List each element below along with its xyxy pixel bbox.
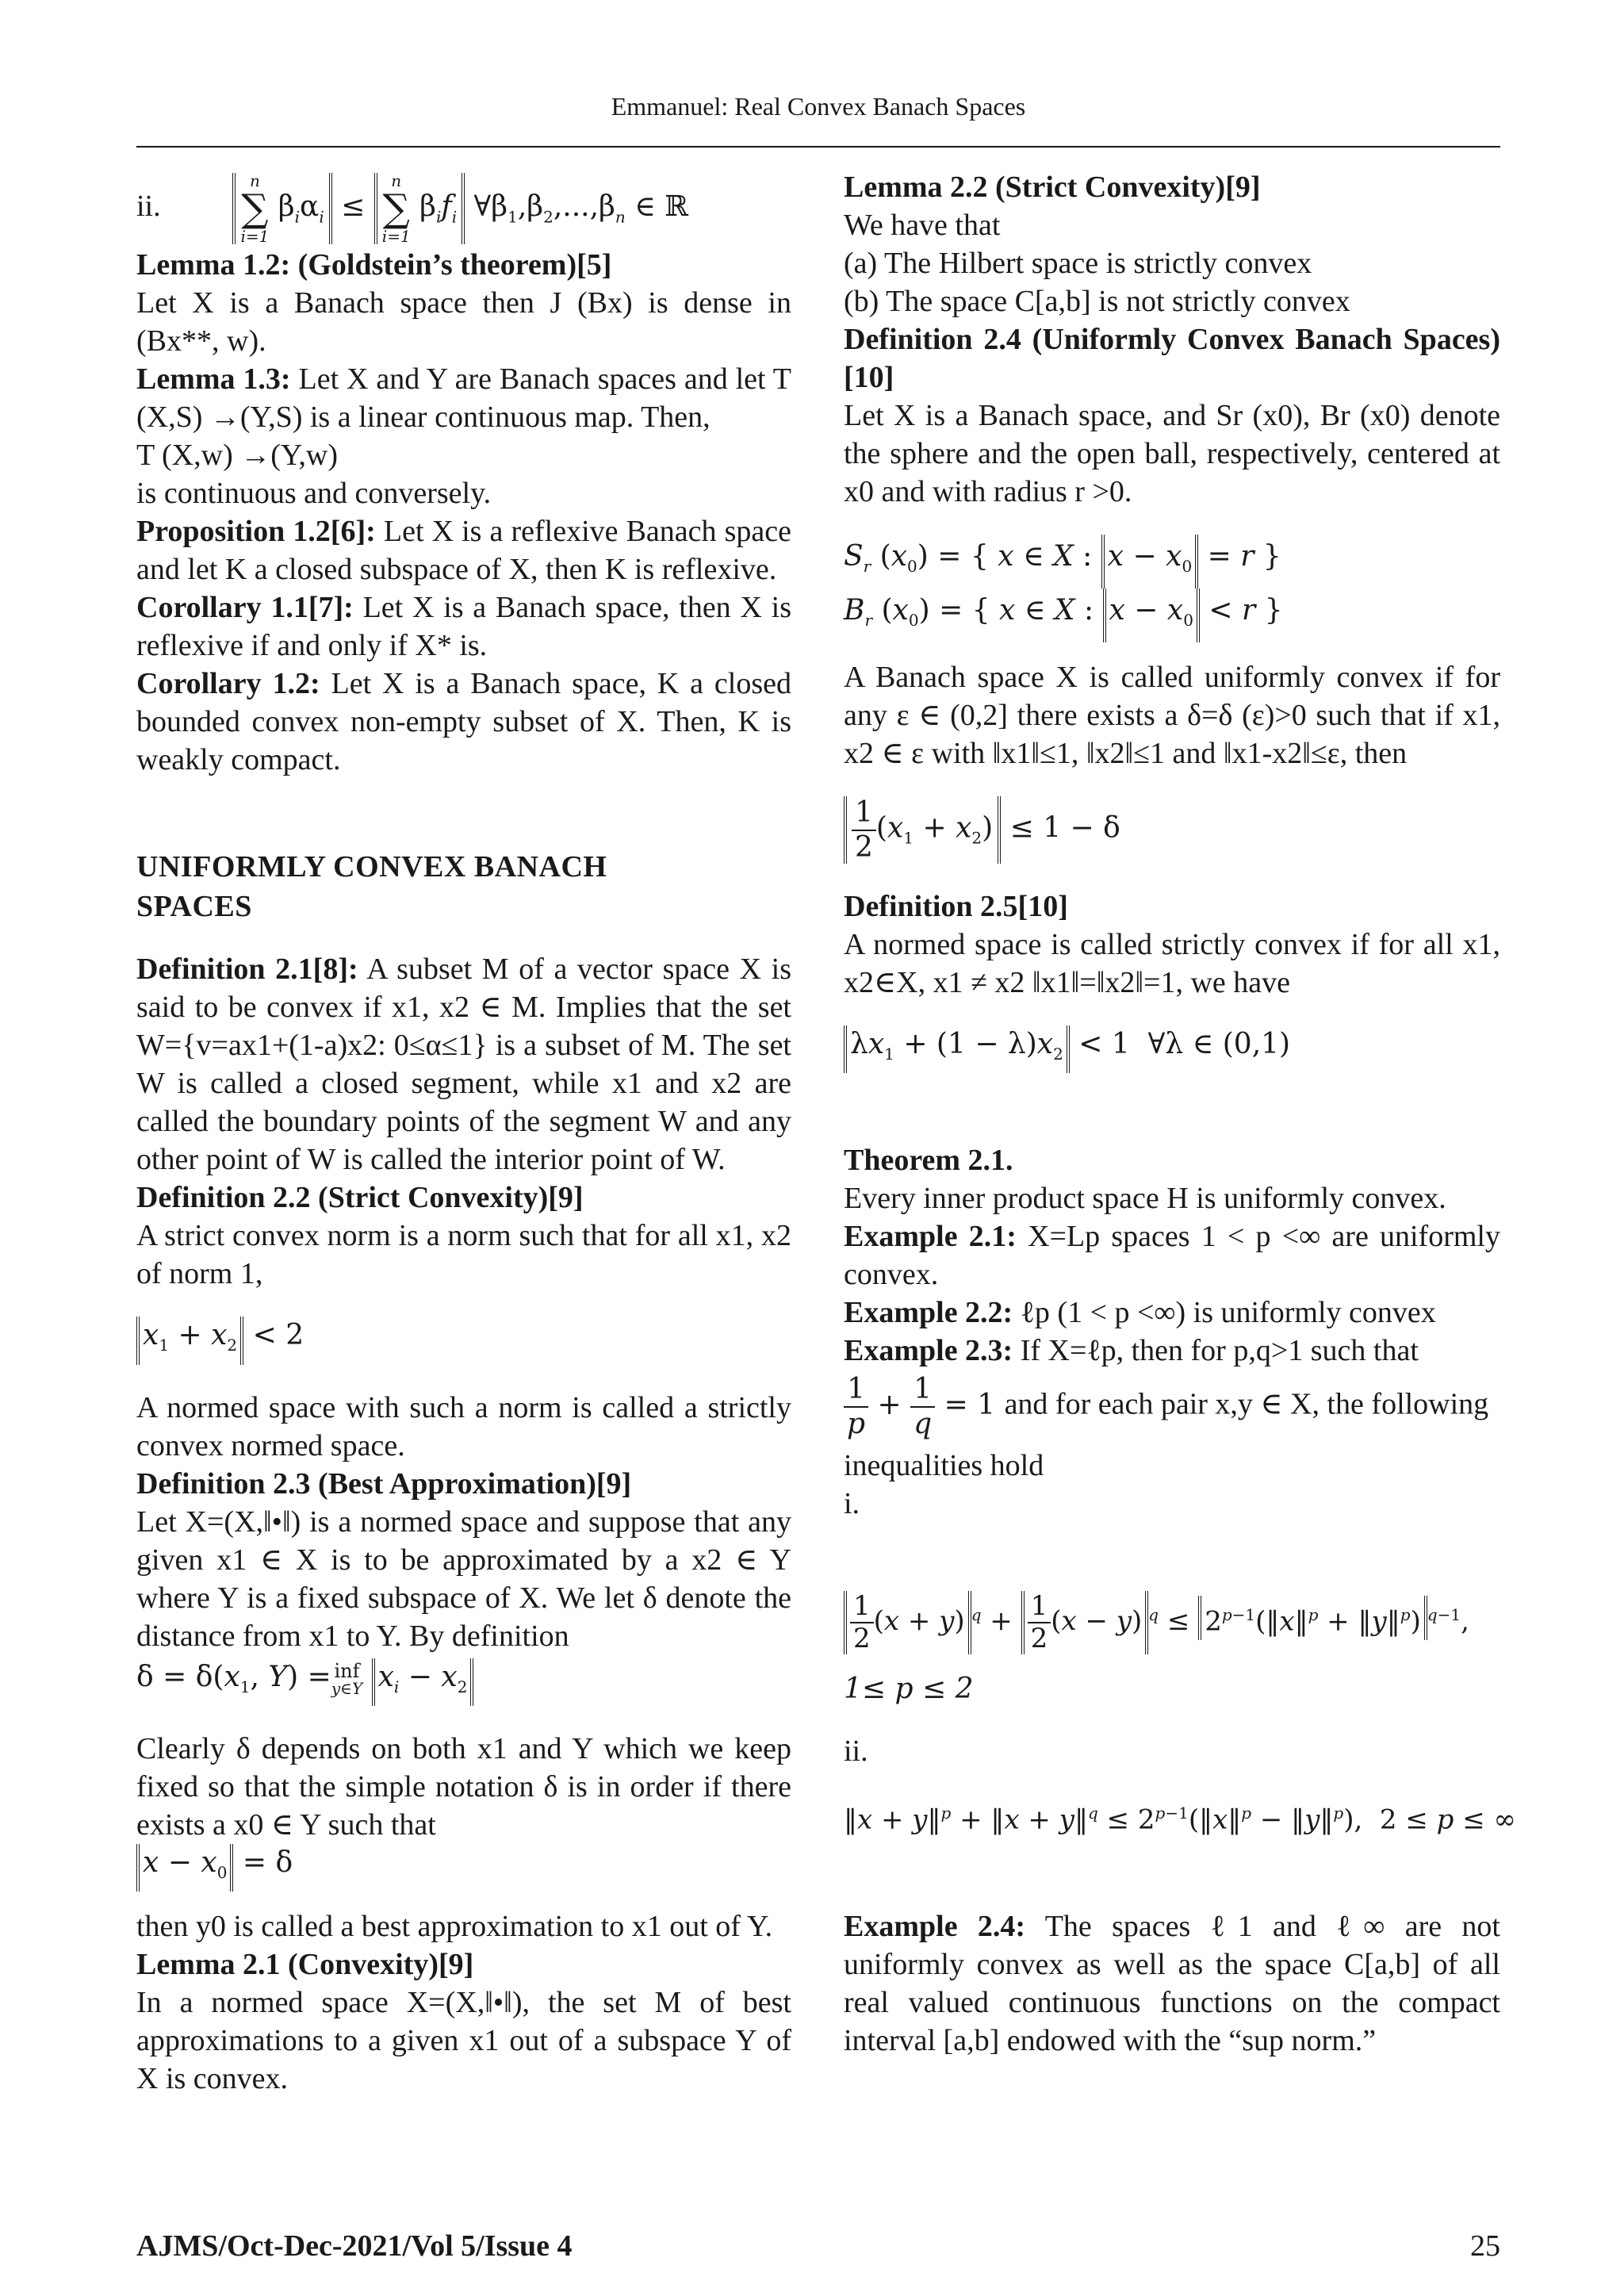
lemma-1-2-title: Lemma 1.2: (Goldstein’s theorem)[5]	[136, 248, 612, 282]
example-2-2-title: Example 2.2:	[844, 1296, 1013, 1330]
left-column	[136, 168, 791, 2098]
definition-2-4-title: Definition 2.4 (Uniformly Convex Banach Spaces)[10]	[844, 323, 1500, 394]
definition-2-3-title: Definition 2.3 (Best Approximation)[9]	[136, 1466, 632, 1501]
definition-2-3-text: Let X=(X,‖•‖) is a normed space and suppose that any given x1 ∈ X is to be approximated by a x2 ∈ Y where Y is a fixed subspace of X. We let δ denote the distance from x1 to Y. By definition	[136, 1504, 791, 1653]
lemma-1-3-line3: is continuous and conversely.	[136, 477, 492, 511]
lemma-2-2	[844, 168, 1500, 320]
definition-2-4	[844, 320, 1500, 511]
equation-clarkson-1-condition: 1≤ p ≤ 2	[844, 1673, 974, 1706]
corollary-1-1-text: Let X is a Banach space, then X is reflexive if and only if X* is.	[136, 591, 791, 663]
lemma-2-1-text: In a normed space X=(X,‖•‖), the set M of best approximations to a given x1 out of a subspace Y of X is convex.	[136, 1985, 791, 2095]
lemma-2-2-intro: We have that	[844, 209, 1001, 242]
definition-2-2	[136, 1179, 791, 1293]
definition-2-3-after: Clearly δ depends on both x1 and Y which we keep fixed so that the simple notation δ is in order if there exists a x0 ∈ Y such that	[136, 1731, 791, 1842]
footer-journal: AJMS/Oct-Dec-2021/Vol 5/Issue 4	[136, 2229, 573, 2263]
definition-2-2-title: Definition 2.2 (Strict Convexity)[9]	[136, 1181, 584, 1215]
equation-conjugate: $\frac{1}{p}$ + $\frac{1}{q}$ = 1	[844, 1389, 1005, 1421]
equation-ball: $B_r$ $(x_0)$ = { x ∈ X : $x - x_0 < r$ }	[844, 588, 1500, 642]
equation-distance: $\delta = \delta(x_1$, Y) = inf y∈Y $x_i - x_2$	[136, 1658, 791, 1706]
example-2-4-title: Example 2.4:	[844, 1909, 1026, 1943]
definition-2-3-then: then y0 is called a best approximation to x1 out of Y.	[136, 1909, 773, 1943]
header-rule	[136, 146, 1500, 148]
footer-page-number: 25	[1470, 2229, 1500, 2263]
lemma-1-3-title: Lemma 1.3:	[136, 362, 291, 397]
definition-2-2-after: A normed space with such a norm is called a strictly convex normed space.	[136, 1390, 791, 1462]
definition-2-1	[136, 950, 791, 1179]
equation-clarkson-1: $\frac{1}{2}$ $(x + y)^q$ + $\frac{1}{2}$ $(x - y)^q$ ≤ $2^{p-1}(‖x‖^p$ + ‖y‖$^p$)$^{q-1}$,	[844, 1591, 1500, 1654]
definition-2-2-text: A strict convex norm is a norm such that for all x1, x2 of norm 1,	[136, 1219, 791, 1291]
equation-best-approx: $x - x_0 = \delta$	[136, 1844, 791, 1892]
equation-norm-sum: ii. n ∑ i=1 $\beta_i\alpha_i$ ≤ n ∑ i=1 $\beta_if_i$ $\forall\beta_1,\beta_2,...,\beta_n$ ∈ ℝ	[136, 171, 689, 247]
lemma-1-2	[136, 246, 791, 360]
definition-2-5-text: A normed space is called strictly convex if for all x1, x2∈X, x1 ≠ x2 ‖x1‖=‖x2‖=1, we have	[844, 928, 1500, 1000]
equation-strict-lambda: $\lambda x_1 + (1 - \lambda)x_2 < 1$ ∀λ ∈ (0,1)	[844, 1025, 1500, 1073]
lemma-1-3	[136, 360, 791, 436]
example-2-3-condition	[844, 1373, 1500, 1440]
right-column	[844, 168, 1516, 2060]
corollary-1-2-text: Let X is a Banach space, K a closed bounded convex non-empty subset of X. Then, K is weakly compact.	[136, 667, 791, 777]
definition-2-1-title: Definition 2.1[8]:	[136, 953, 358, 987]
section-heading-line-1: UNIFORMLY CONVEX BANACH	[136, 850, 607, 884]
example-2-3-title: Example 2.3:	[844, 1334, 1013, 1368]
lemma-1-3-line2: T (X,w) →(Y,w)	[136, 439, 339, 473]
item-ii-right-label: ii.	[844, 1734, 868, 1769]
corollary-1-1	[136, 588, 791, 665]
theorem-2-1	[844, 1141, 1500, 1217]
equation-sphere: $S_r$ $(x_0)$ = { x ∈ X : $x - x_0 = r$ }	[844, 535, 1500, 588]
definition-2-3	[136, 1465, 791, 1655]
section-heading-line-2: SPACES	[136, 890, 252, 924]
item-ii-label: ii.	[136, 190, 161, 224]
example-2-1-text: X=Lp spaces 1 < p <∞ are uniformly convex.	[844, 1220, 1500, 1292]
lemma-2-2-b: (b) The space C[a,b] is not strictly convex	[844, 285, 1350, 318]
example-2-3	[844, 1332, 1500, 1370]
lemma-2-1-title: Lemma 2.1 (Convexity)[9]	[136, 1947, 474, 1981]
lemma-2-2-a: (a) The Hilbert space is strictly convex	[844, 247, 1312, 280]
example-2-1-title: Example 2.1:	[844, 1220, 1017, 1254]
example-2-3-text-3: inequalities hold	[844, 1449, 1044, 1483]
definition-2-1-text: A subset M of a vector space X is said to be convex if x1, x2 ∈ M. Implies that the set W={v=ax1+(1-a)x2: 0≤α≤1} is a subset of M. The set W is called a closed segment, while x1 and x2 are called the boundary points of the segment W and any other point of W is called the interior point of W.	[136, 953, 792, 1177]
lemma-1-2-text: Let X is a Banach space then J (Bx) is dense in (Bx**, w).	[136, 286, 791, 358]
lemma-2-2-title: Lemma 2.2 (Strict Convexity)[9]	[844, 171, 1261, 204]
proposition-1-2-text: Let X is a reflexive Banach space and let K a closed subspace of X, then K is reflexive.	[136, 515, 791, 587]
definition-2-4-text: Let X is a Banach space, and Sr (x0), Br (x0) denote the sphere and the open ball, respectively, centered at x0 and with radius r >0.	[844, 399, 1500, 508]
example-2-2-text: ℓp (1 < p <∞) is uniformly convex	[1020, 1296, 1436, 1330]
corollary-1-2-title: Corollary 1.2:	[136, 667, 320, 701]
definition-2-5	[844, 887, 1500, 1002]
definition-2-4-after: A Banach space X is called uniformly convex if for any ε ∈ (0,2] there exists a δ=δ (ε)>0 such that if x1, x2 ∈ ε with ‖x1‖≤1, ‖x2‖≤1 and ‖x1-x2‖≤ε, then	[844, 661, 1500, 771]
lemma-1-3-text: Let X and Y are Banach spaces and let T (X,S) →(Y,S) is a linear continuous map. Then,	[136, 362, 791, 435]
equation-strict-norm: $x_1 + x_2 < 2$	[136, 1317, 791, 1364]
proposition-1-2-title: Proposition 1.2[6]:	[136, 515, 376, 549]
proposition-1-2	[136, 512, 791, 588]
corollary-1-1-title: Corollary 1.1[7]:	[136, 591, 354, 625]
running-head: Emmanuel: Real Convex Banach Spaces	[611, 92, 1026, 121]
example-2-3-text: If X=ℓp, then for p,q>1 such that	[1020, 1334, 1419, 1368]
theorem-2-1-text: Every inner product space H is uniformly convex.	[844, 1182, 1446, 1216]
example-2-4-text: The spaces ℓ1 and ℓ∞ are not uniformly convex as well as the space C[a,b] of all real valued continuous functions on the compact interval [a,b] endowed with the “sup norm.”	[844, 1909, 1500, 2057]
example-2-1	[844, 1217, 1500, 1294]
theorem-2-1-title: Theorem 2.1.	[844, 1144, 1013, 1178]
example-2-3-text-2: and for each pair x,y ∈ X, the following	[1004, 1387, 1489, 1421]
section-heading	[136, 847, 791, 926]
equation-clarkson-2: ‖x + y‖$^p$ + ‖x + y‖$^q$ ≤ $2^{p-1}(‖x‖^p$ − ‖y‖$^p$), 2 ≤ p ≤ ∞	[844, 1803, 1516, 1836]
definition-2-5-title: Definition 2.5[10]	[844, 890, 1068, 924]
lemma-2-1	[136, 1945, 791, 2098]
equation-uniform: $\frac{1}{2}$ $(x_1 + x_2) \le 1 - \delta$	[844, 796, 1500, 864]
item-i-label: i.	[844, 1487, 860, 1521]
example-2-4	[844, 1907, 1500, 2060]
corollary-1-2	[136, 665, 791, 779]
example-2-2	[844, 1294, 1500, 1332]
